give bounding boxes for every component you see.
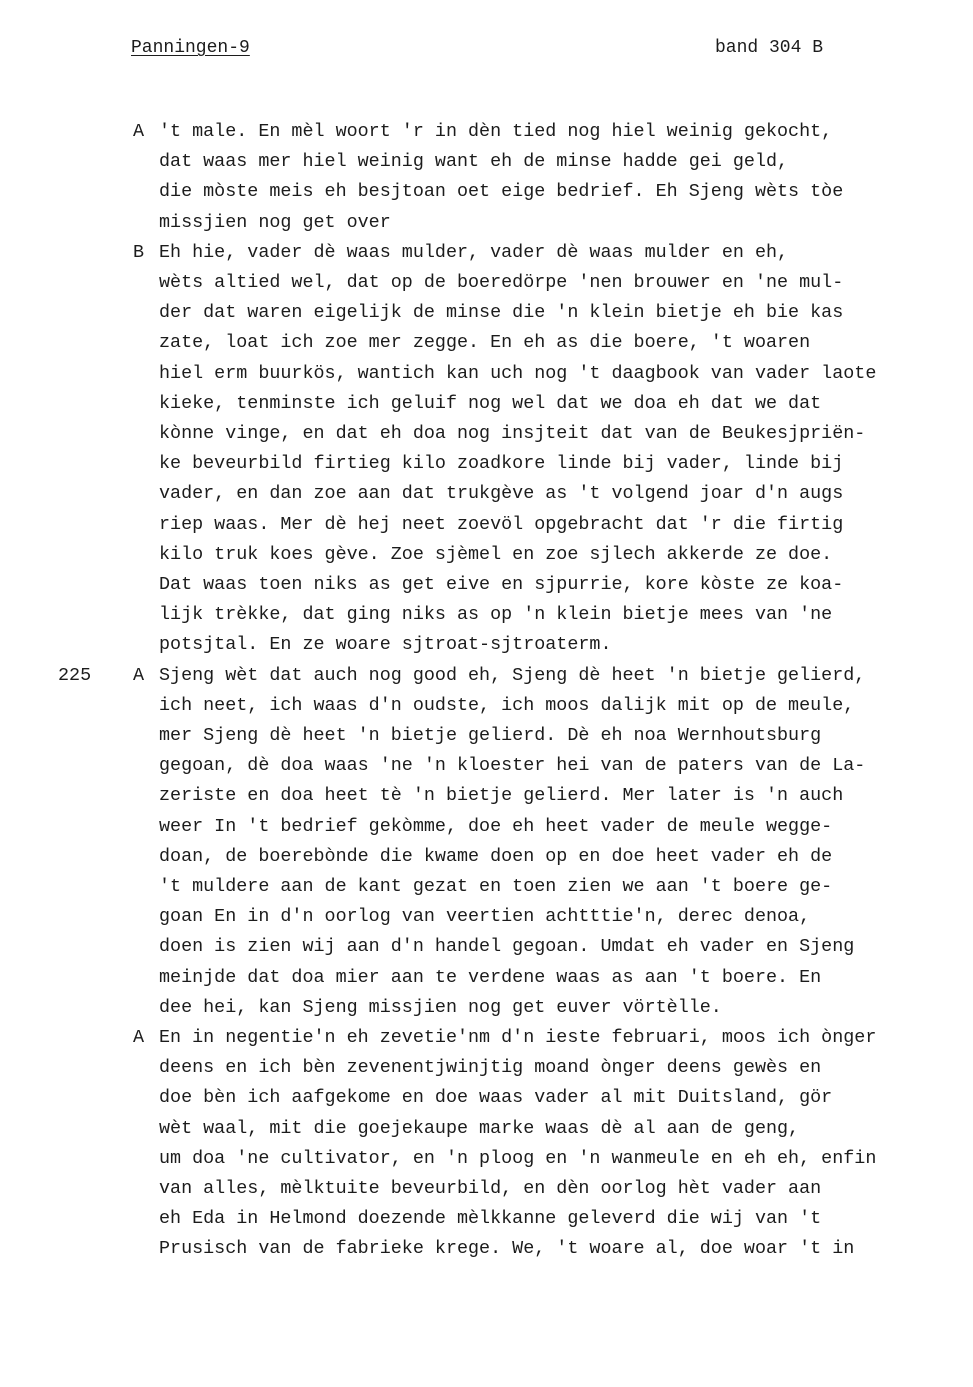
line-text: doen is zien wij aan d'n handel gegoan. Umdat eh vader en Sjeng bbox=[159, 936, 855, 957]
line-text: meinjde dat doa mier aan te verdene waas as aan 't boere. En bbox=[159, 967, 822, 988]
line-text: kieke, tenminste ich geluif nog wel dat we doa eh dat we dat bbox=[159, 393, 822, 414]
line-text: kònne vinge, en dat eh doa nog insjteit dat van de Beukesjpriën- bbox=[159, 423, 866, 444]
line-text: 't muldere aan de kant gezat en toen zien we aan 't boere ge- bbox=[159, 876, 833, 897]
line-text: Prusisch van de fabrieke krege. We, 't woare al, doe woar 't in bbox=[159, 1238, 855, 1259]
line-text: riep waas. Mer dè hej neet zoevöl opgebracht dat 'r die firtig bbox=[159, 514, 844, 535]
line-text: hiel erm buurkös, wantich kan uch nog 't daagbook van vader laote bbox=[159, 363, 877, 384]
line-text: wèts altied wel, dat op de boeredörpe 'nen brouwer en 'ne mul- bbox=[159, 272, 844, 293]
line-text: eh Eda in Helmond doezende mèlkkanne geleverd die wij van 't bbox=[159, 1208, 822, 1229]
line-text: wèt waal, mit die goejekaupe marke waas dè al aan de geng, bbox=[159, 1118, 800, 1139]
line-text: van alles, mèlktuite beveurbild, en dèn oorlog hèt vader aan bbox=[159, 1178, 822, 1199]
line-text: vader, en dan zoe aan dat trukgève as 't volgend joar d'n augs bbox=[159, 483, 844, 504]
line-text: Dat waas toen niks as get eive en sjpurrie, kore kòste ze koa- bbox=[159, 574, 844, 595]
line-text: Eh hie, vader dè waas mulder, vader dè waas mulder en eh, bbox=[159, 242, 789, 263]
tape-reference: band 304 B bbox=[715, 38, 824, 58]
line-text: mer Sjeng dè heet 'n bietje gelierd. Dè eh noa Wernhoutsburg bbox=[159, 725, 822, 746]
line-text: 't male. En mèl woort 'r in dèn tied nog hiel weinig gekocht, bbox=[159, 121, 833, 142]
line-text: missjien nog get over bbox=[159, 212, 391, 233]
line-text: ich neet, ich waas d'n oudste, ich moos dalijk mit op de meule, bbox=[159, 695, 855, 716]
line-text: goan En in d'n oorlog van veertien achtttie'n, derec denoa, bbox=[159, 906, 811, 927]
tape-counter-number: 225 bbox=[58, 665, 92, 686]
line-text: dat waas mer hiel weinig want eh de minse hadde gei geld, bbox=[159, 151, 789, 172]
line-text: En in negentie'n eh zevetie'nm d'n ieste februari, moos ich ònger bbox=[159, 1027, 877, 1048]
line-text: Sjeng wèt dat auch nog good eh, Sjeng dè heet 'n bietje gelierd, bbox=[159, 665, 866, 686]
line-text: zeriste en doa heet tè 'n bietje gelierd. Mer later is 'n auch bbox=[159, 785, 844, 806]
line-text: kilo truk koes gève. Zoe sjèmel en zoe sjlech akkerde ze doe. bbox=[159, 544, 833, 565]
line-text: deens en ich bèn zevenentjwinjtig moand ònger deens gewès en bbox=[159, 1057, 822, 1078]
line-text: lijk trèkke, dat ging niks as op 'n klein bietje mees van 'ne bbox=[159, 604, 833, 625]
line-text: gegoan, dè doa waas 'ne 'n kloester hei van de paters van de La- bbox=[159, 755, 866, 776]
line-text: potsjtal. En ze woare sjtroat-sjtroaterm. bbox=[159, 634, 612, 655]
line-text: dee hei, kan Sjeng missjien nog get euver vörtèlle. bbox=[159, 997, 722, 1018]
speaker-label: B bbox=[133, 242, 145, 263]
speaker-label: A bbox=[133, 121, 145, 142]
line-text: um doa 'ne cultivator, en 'n ploog en 'n wanmeule en eh eh, enfin bbox=[159, 1148, 877, 1169]
line-text: die mòste meis eh besjtoan oet eige bedrief. Eh Sjeng wèts tòe bbox=[159, 181, 844, 202]
line-text: ke beveurbild firtieg kilo zoadkore linde bij vader, linde bij bbox=[159, 453, 844, 474]
line-text: weer In 't bedrief gekòmme, doe eh heet vader de meule wegge- bbox=[159, 816, 833, 837]
document-title: Panningen-9 bbox=[131, 38, 250, 58]
line-text: zate, loat ich zoe mer zegge. En eh as die boere, 't woaren bbox=[159, 332, 811, 353]
line-text: der dat waren eigelijk de minse die 'n klein bietje eh bie kas bbox=[159, 302, 844, 323]
speaker-label: A bbox=[133, 665, 145, 686]
speaker-label: A bbox=[133, 1027, 145, 1048]
line-text: doan, de boerebònde die kwame doen op en doe heet vader eh de bbox=[159, 846, 833, 867]
line-text: doe bèn ich aafgekome en doe waas vader al mit Duitsland, gör bbox=[159, 1087, 833, 1108]
